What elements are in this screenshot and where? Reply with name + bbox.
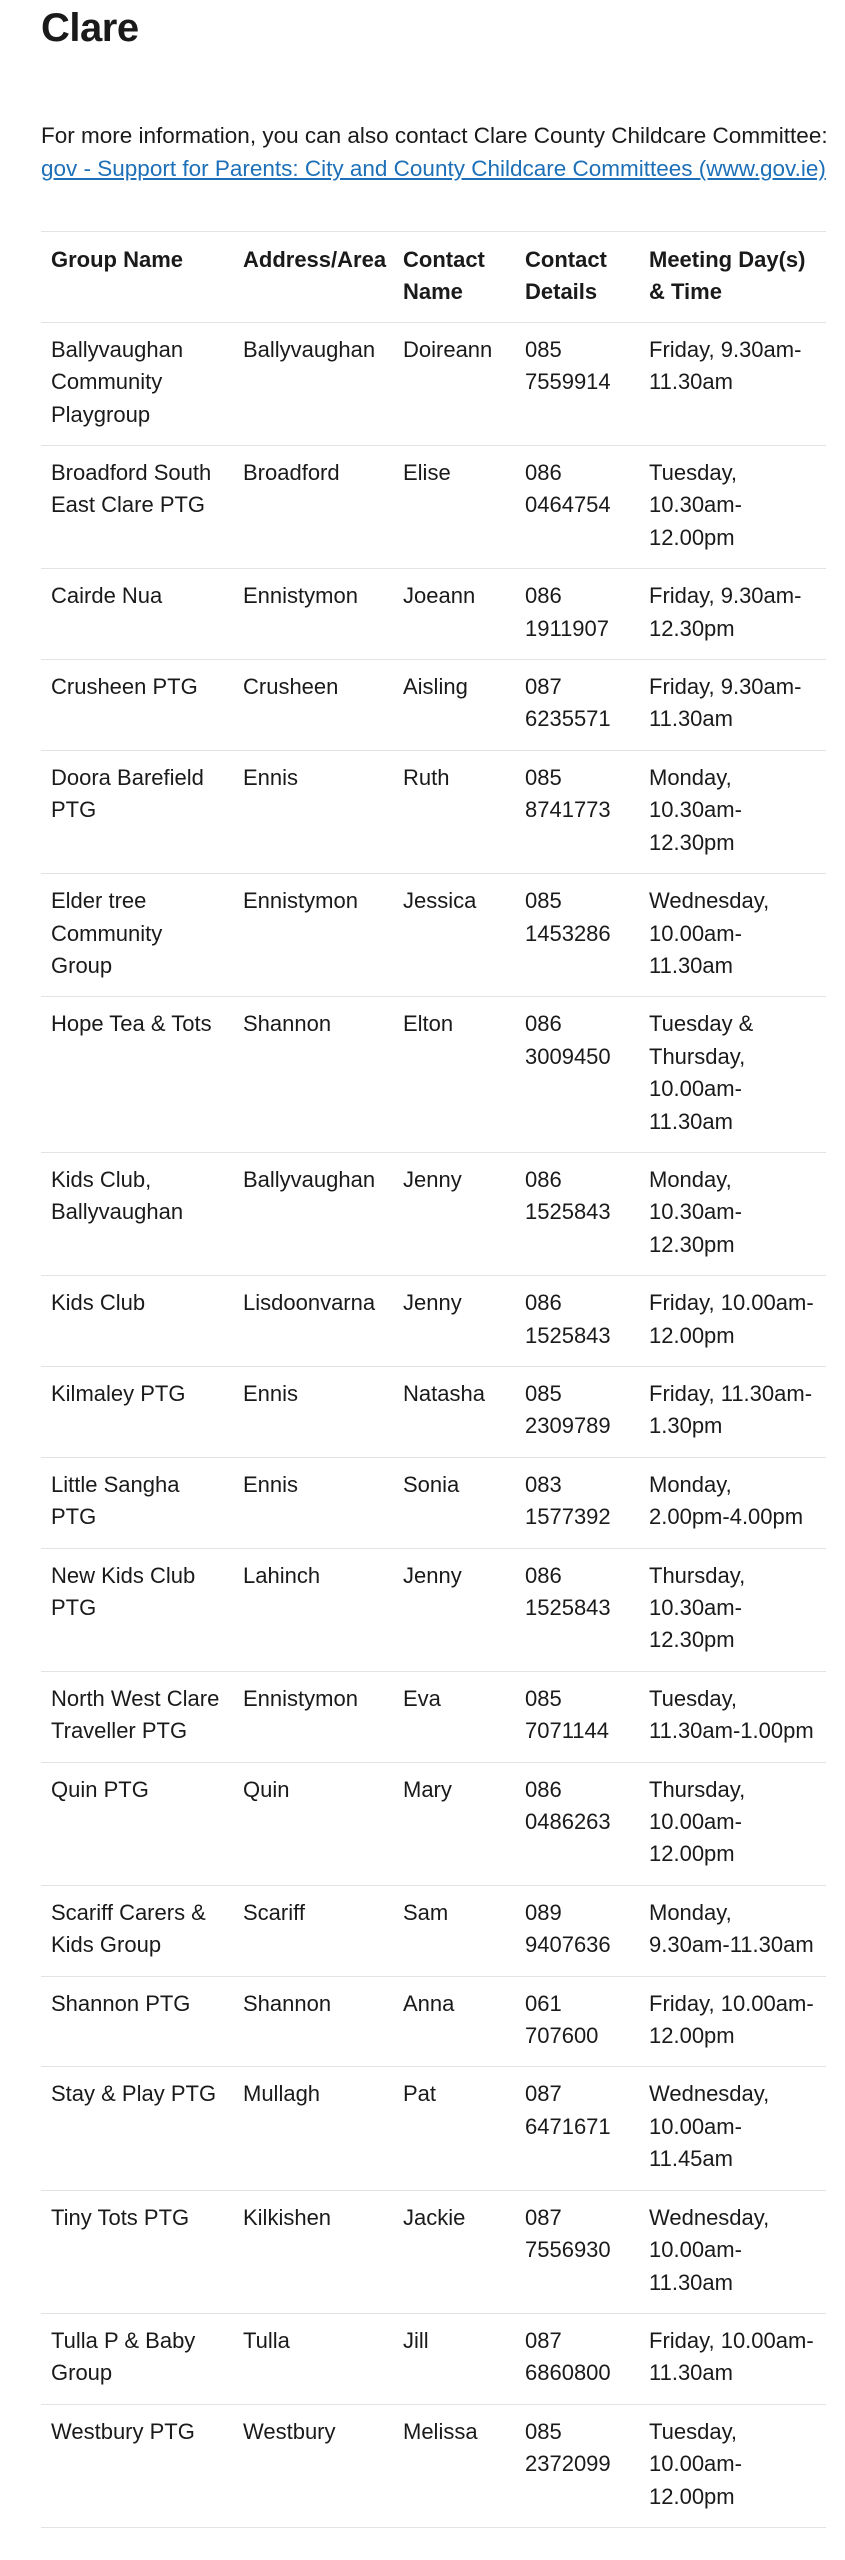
cell-contact-name: Joeann xyxy=(393,569,515,660)
cell-contact-details: 086 1525843 xyxy=(515,1152,639,1275)
cell-group-name: Hope Tea & Tots xyxy=(41,997,233,1153)
cell-contact-name: Ruth xyxy=(393,750,515,873)
cell-address-area: Shannon xyxy=(233,1976,393,2067)
cell-meeting-time: Friday, 9.30am-11.30am xyxy=(639,660,826,751)
cell-meeting-time: Tuesday & Thursday, 10.00am-11.30am xyxy=(639,997,826,1153)
cell-group-name: Tiny Tots PTG xyxy=(41,2190,233,2313)
header-group-name: Group Name xyxy=(41,232,233,323)
cell-meeting-time: Wednesday, 10.00am-11.30am xyxy=(639,874,826,997)
cell-address-area: Ennistymon xyxy=(233,569,393,660)
cell-contact-name: Doireann xyxy=(393,322,515,445)
header-contact-name: Contact Name xyxy=(393,232,515,323)
table-row xyxy=(41,1457,826,1548)
cell-contact-details: 087 6471671 xyxy=(515,2067,639,2190)
intro-text: For more information, you can also contact Clare County Childcare Committee: xyxy=(41,123,828,148)
cell-contact-details: 085 2372099 xyxy=(515,2404,639,2527)
cell-contact-name: Jackie xyxy=(393,2190,515,2313)
table-row xyxy=(41,1548,826,1671)
cell-contact-name: Natasha xyxy=(393,1366,515,1457)
table-row xyxy=(41,2404,826,2527)
table-row xyxy=(41,1276,826,1367)
table-row xyxy=(41,660,826,751)
table-row xyxy=(41,2067,826,2190)
cell-group-name: Ballyvaughan Community Playgroup xyxy=(41,322,233,445)
table-row xyxy=(41,874,826,997)
cell-contact-name: Jessica xyxy=(393,874,515,997)
cell-contact-name: Elise xyxy=(393,446,515,569)
table-row xyxy=(41,2190,826,2313)
cell-meeting-time: Friday, 11.30am-1.30pm xyxy=(639,1366,826,1457)
cell-meeting-time: Friday, 9.30am-11.30am xyxy=(639,322,826,445)
cell-group-name: Broadford South East Clare PTG xyxy=(41,446,233,569)
cell-group-name: Quin PTG xyxy=(41,1762,233,1885)
intro-paragraph xyxy=(41,119,828,185)
cell-group-name: North West Clare Traveller PTG xyxy=(41,1671,233,1762)
cell-group-name: Westbury PTG xyxy=(41,2404,233,2527)
cell-contact-details: 086 0486263 xyxy=(515,1762,639,1885)
cell-address-area: Tulla xyxy=(233,2313,393,2404)
table-row xyxy=(41,1671,826,1762)
cell-meeting-time: Friday, 10.00am-12.00pm xyxy=(639,1276,826,1367)
cell-contact-name: Melissa xyxy=(393,2404,515,2527)
cell-meeting-time: Friday, 10.00am-11.30am xyxy=(639,2313,826,2404)
table-row xyxy=(41,1885,826,1976)
cell-contact-name: Pat xyxy=(393,2067,515,2190)
cell-group-name: Tulla P & Baby Group xyxy=(41,2313,233,2404)
cell-contact-name: Jenny xyxy=(393,1276,515,1367)
cell-address-area: Quin xyxy=(233,1762,393,1885)
table-row xyxy=(41,1366,826,1457)
cell-group-name: Kids Club, Ballyvaughan xyxy=(41,1152,233,1275)
cell-contact-details: 085 7071144 xyxy=(515,1671,639,1762)
cell-group-name: Shannon PTG xyxy=(41,1976,233,2067)
cell-group-name: Crusheen PTG xyxy=(41,660,233,751)
childcare-committees-link[interactable]: gov - Support for Parents: City and County Childcare Committees (www.gov.ie) xyxy=(41,156,826,181)
cell-contact-name: Aisling xyxy=(393,660,515,751)
cell-contact-details: 086 1911907 xyxy=(515,569,639,660)
table-row xyxy=(41,1976,826,2067)
cell-contact-name: Sonia xyxy=(393,1457,515,1548)
table-row xyxy=(41,1152,826,1275)
cell-meeting-time: Thursday, 10.00am-12.00pm xyxy=(639,1762,826,1885)
cell-group-name: New Kids Club PTG xyxy=(41,1548,233,1671)
cell-meeting-time: Monday, 10.30am-12.30pm xyxy=(639,750,826,873)
cell-contact-details: 085 1453286 xyxy=(515,874,639,997)
groups-table xyxy=(41,231,826,2528)
cell-meeting-time: Wednesday, 10.00am-11.30am xyxy=(639,2190,826,2313)
header-address-area: Address/Area xyxy=(233,232,393,323)
table-header-row xyxy=(41,232,826,323)
cell-meeting-time: Friday, 10.00am-12.00pm xyxy=(639,1976,826,2067)
cell-meeting-time: Monday, 10.30am-12.30pm xyxy=(639,1152,826,1275)
cell-address-area: Ballyvaughan xyxy=(233,1152,393,1275)
cell-contact-name: Sam xyxy=(393,1885,515,1976)
cell-meeting-time: Monday, 9.30am-11.30am xyxy=(639,1885,826,1976)
cell-contact-details: 087 6235571 xyxy=(515,660,639,751)
cell-contact-details: 085 7559914 xyxy=(515,322,639,445)
cell-contact-name: Jenny xyxy=(393,1152,515,1275)
table-row xyxy=(41,750,826,873)
cell-contact-details: 086 1525843 xyxy=(515,1548,639,1671)
cell-contact-details: 086 1525843 xyxy=(515,1276,639,1367)
cell-group-name: Scariff Carers & Kids Group xyxy=(41,1885,233,1976)
cell-meeting-time: Wednesday, 10.00am-11.45am xyxy=(639,2067,826,2190)
cell-address-area: Ballyvaughan xyxy=(233,322,393,445)
cell-address-area: Ennis xyxy=(233,1457,393,1548)
cell-contact-details: 083 1577392 xyxy=(515,1457,639,1548)
cell-contact-details: 061 707600 xyxy=(515,1976,639,2067)
cell-meeting-time: Tuesday, 10.00am-12.00pm xyxy=(639,2404,826,2527)
cell-meeting-time: Tuesday, 10.30am-12.00pm xyxy=(639,446,826,569)
cell-meeting-time: Friday, 9.30am-12.30pm xyxy=(639,569,826,660)
cell-contact-name: Jill xyxy=(393,2313,515,2404)
cell-meeting-time: Thursday, 10.30am-12.30pm xyxy=(639,1548,826,1671)
table-body xyxy=(41,322,826,2527)
table-row xyxy=(41,446,826,569)
cell-group-name: Kids Club xyxy=(41,1276,233,1367)
cell-contact-name: Mary xyxy=(393,1762,515,1885)
cell-contact-details: 086 3009450 xyxy=(515,997,639,1153)
cell-address-area: Ennistymon xyxy=(233,874,393,997)
cell-group-name: Little Sangha PTG xyxy=(41,1457,233,1548)
cell-contact-details: 086 0464754 xyxy=(515,446,639,569)
cell-address-area: Ennistymon xyxy=(233,1671,393,1762)
cell-address-area: Scariff xyxy=(233,1885,393,1976)
page-title: Clare xyxy=(41,6,139,50)
cell-address-area: Ennis xyxy=(233,750,393,873)
cell-contact-details: 085 2309789 xyxy=(515,1366,639,1457)
cell-address-area: Ennis xyxy=(233,1366,393,1457)
cell-address-area: Kilkishen xyxy=(233,2190,393,2313)
cell-contact-details: 087 7556930 xyxy=(515,2190,639,2313)
cell-group-name: Doora Barefield PTG xyxy=(41,750,233,873)
table-row xyxy=(41,1762,826,1885)
cell-contact-details: 087 6860800 xyxy=(515,2313,639,2404)
cell-meeting-time: Monday, 2.00pm-4.00pm xyxy=(639,1457,826,1548)
cell-contact-name: Anna xyxy=(393,1976,515,2067)
cell-address-area: Westbury xyxy=(233,2404,393,2527)
cell-address-area: Lisdoonvarna xyxy=(233,1276,393,1367)
header-contact-details: Contact Details xyxy=(515,232,639,323)
cell-meeting-time: Tuesday, 11.30am-1.00pm xyxy=(639,1671,826,1762)
cell-address-area: Shannon xyxy=(233,997,393,1153)
cell-address-area: Lahinch xyxy=(233,1548,393,1671)
cell-group-name: Cairde Nua xyxy=(41,569,233,660)
cell-group-name: Kilmaley PTG xyxy=(41,1366,233,1457)
cell-group-name: Stay & Play PTG xyxy=(41,2067,233,2190)
cell-address-area: Broadford xyxy=(233,446,393,569)
header-meeting-time: Meeting Day(s) & Time xyxy=(639,232,826,323)
cell-group-name: Elder tree Community Group xyxy=(41,874,233,997)
cell-contact-details: 089 9407636 xyxy=(515,1885,639,1976)
table-row xyxy=(41,2313,826,2404)
table-row xyxy=(41,569,826,660)
cell-contact-details: 085 8741773 xyxy=(515,750,639,873)
table-row xyxy=(41,997,826,1153)
table-row xyxy=(41,322,826,445)
cell-contact-name: Jenny xyxy=(393,1548,515,1671)
cell-contact-name: Eva xyxy=(393,1671,515,1762)
cell-address-area: Crusheen xyxy=(233,660,393,751)
cell-contact-name: Elton xyxy=(393,997,515,1153)
cell-address-area: Mullagh xyxy=(233,2067,393,2190)
